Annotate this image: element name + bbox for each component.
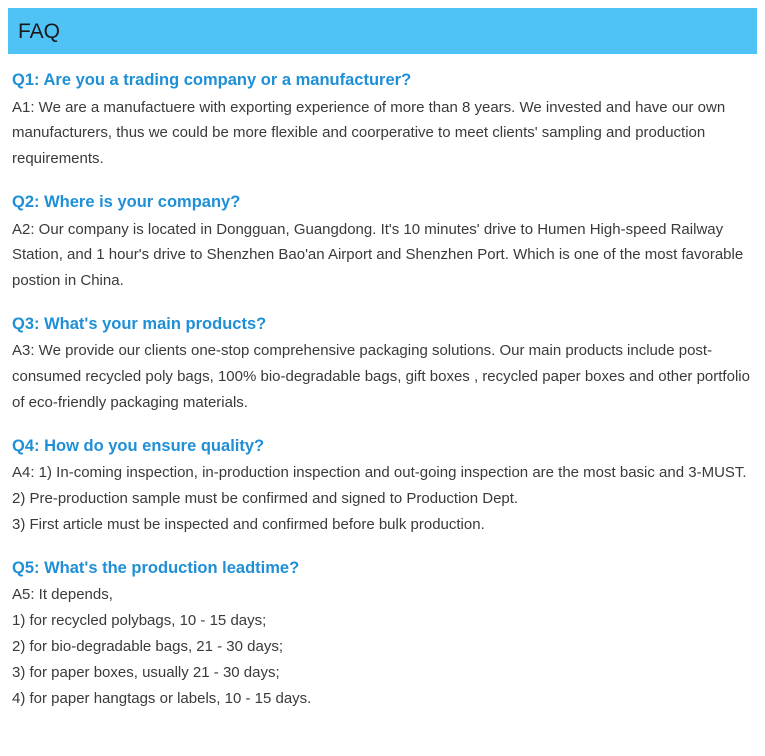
faq-answer xyxy=(12,95,751,172)
faq-answer-line: 2) Pre-production sample must be confirmed and signed to Production Dept. xyxy=(12,490,519,508)
faq-item xyxy=(12,556,751,712)
faq-answer-line: 3) for paper boxes, usually 21 - 30 days; xyxy=(12,663,280,681)
faq-item xyxy=(12,68,751,172)
faq-item xyxy=(12,190,751,294)
faq-list xyxy=(0,54,765,711)
faq-question: Q3: What's your main products? xyxy=(12,314,267,333)
faq-answer xyxy=(12,217,751,294)
faq-item xyxy=(12,434,751,538)
faq-question: Q5: What's the production leadtime? xyxy=(12,558,300,577)
faq-answer-line: A4: 1) In-coming inspection, in-production inspection and out-going inspection are the most basic and 3-MUST. xyxy=(12,464,747,482)
faq-answer xyxy=(12,338,751,415)
faq-answer-line: A3: We provide our clients one-stop comprehensive packaging solutions. Our main products include post-consumed recycled poly bags, 100% bio-degradable bags, gift boxes , recycled paper boxes and other portfolio of eco-friendly packaging materials. xyxy=(12,342,750,412)
faq-answer xyxy=(12,460,751,537)
faq-answer-line: 2) for bio-degradable bags, 21 - 30 days; xyxy=(12,637,284,655)
faq-answer-line: 3) First article must be inspected and confirmed before bulk production. xyxy=(12,516,485,534)
faq-question: Q2: Where is your company? xyxy=(12,192,241,211)
faq-answer xyxy=(12,582,751,711)
faq-answer-line: A1: We are a manufactuere with exporting experience of more than 8 years. We invested and have our own manufacturers, thus we could be more flexible and coorperative to meet clients' sampling and production requirements. xyxy=(12,98,726,168)
faq-answer-line: 4) for paper hangtags or labels, 10 - 15 days. xyxy=(12,689,312,707)
faq-banner-title: FAQ xyxy=(18,19,61,43)
faq-page xyxy=(0,8,765,756)
faq-question: Q4: How do you ensure quality? xyxy=(12,436,265,455)
faq-answer-line: 1) for recycled polybags, 10 - 15 days; xyxy=(12,612,267,630)
faq-question: Q1: Are you a trading company or a manufacturer? xyxy=(12,71,412,89)
faq-item xyxy=(12,312,751,416)
faq-answer-line: A2: Our company is located in Dongguan, Guangdong. It's 10 minutes' drive to Humen High-speed Railway Station, and 1 hour's drive to Shenzhen Bao'an Airport and Shenzhen Port. Which is one of the most favorable postion in China. xyxy=(12,220,744,290)
faq-answer-line: A5: It depends, xyxy=(12,586,113,604)
faq-banner xyxy=(8,8,757,54)
